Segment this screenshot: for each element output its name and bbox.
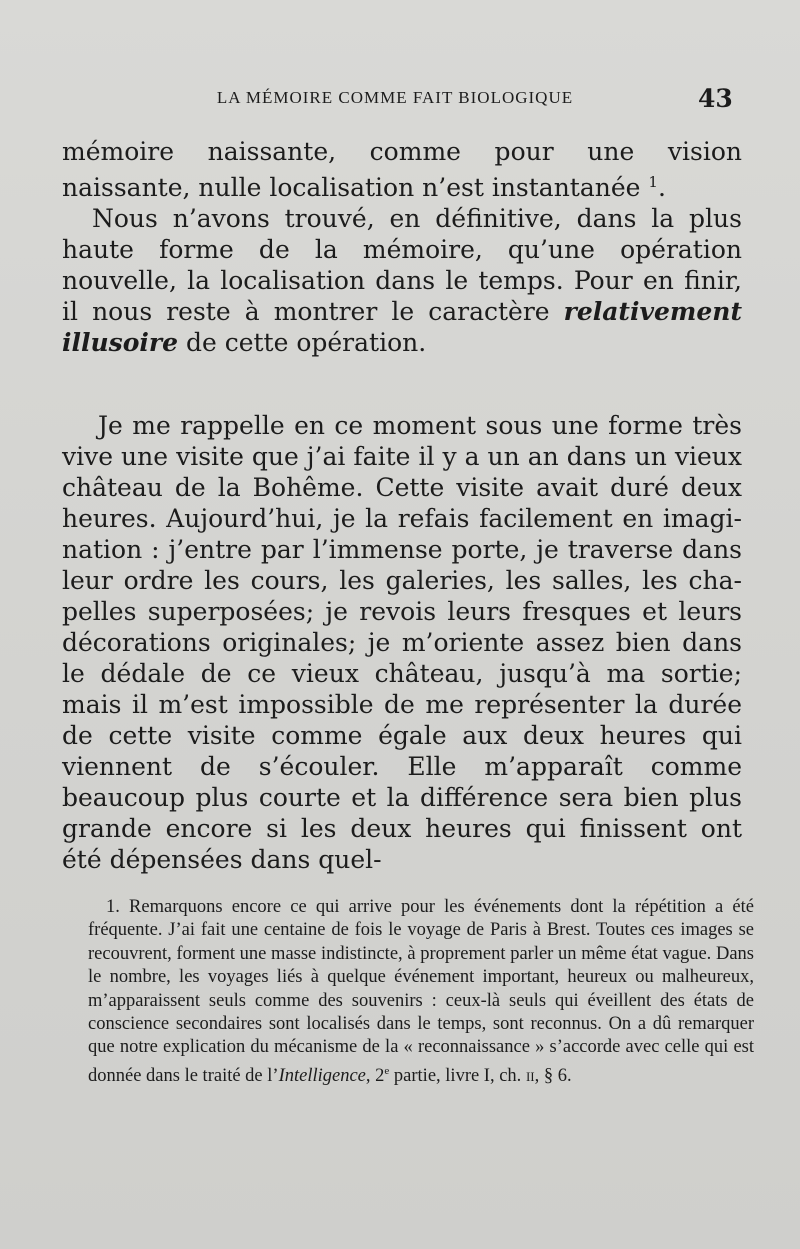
paragraph-text: Nous n’avons trouvé, en définitive, dans la plus haute forme de la mémoire, qu’une opération nouvelle, la localisation dans le temps. Pour en finir, il nous reste à montrer le caractère bbox=[62, 204, 742, 326]
footnote-reference[interactable]: 1 bbox=[648, 173, 658, 191]
running-head: LA MÉMOIRE COMME FAIT BIOLOGIQUE bbox=[216, 88, 574, 107]
emphasized-text: relativement illusoire bbox=[62, 297, 742, 357]
footnote-paragraph bbox=[88, 896, 754, 1088]
footnote-text-part: , 2 bbox=[365, 1065, 385, 1086]
footnote-text: Remarquons encore ce qui arrive pour les événements dont la répétition a été fréquente. J’ai fait une centaine de fois le voyage de Paris à Brest. Toutes ces images se recouvrent, forment une masse indistincte, à proprement parler un même état vague. Dans le nombre, les voyages liés à quelque événement important, heureux ou malheureux, m’apparaissent seuls comme des souvenirs : ceux-là seuls qui éveillent des états de conscience secondaires sont localisés dans le temps, sont reconnus. On a dû remarquer que notre explication du mécanisme de la « reconnaissance » s’accorde avec celle qui est donnée dans le traité de l’ bbox=[88, 897, 754, 1086]
chapter-numeral: ii bbox=[525, 1065, 535, 1086]
ordinal-superscript: e bbox=[384, 1064, 390, 1077]
footnote-text-part: partie, livre I, ch. bbox=[389, 1065, 526, 1086]
page-number: 43 bbox=[698, 84, 733, 113]
paragraph-conclusion bbox=[62, 203, 742, 358]
footnote-text-end: , § 6. bbox=[534, 1065, 572, 1086]
paragraph-text-end: . bbox=[657, 173, 666, 202]
main-text-bottom bbox=[62, 410, 742, 875]
paragraph-chateau: Je me rappelle en ce moment sous une forme très vive une visite que j’ai faite il y a un an dans un vieux château de la Bohême. Cette visite avait duré deux heures. Aujourd’hui, je la refais facilement en imagination : j’entre par l’immense porte, je traverse dans leur ordre les cours, les galeries, les salles, les chapelles superposées; je revois leurs fresques et leurs décorations originales; je m’oriente assez bien dans le dédale de ce vieux château, jusqu’à ma sortie; mais il m’est impossible de me représenter la durée de cette visite comme égale aux deux heures qui viennent de s’écouler. Elle m’apparaît comme beaucoup plus courte et la différence sera bien plus grande encore si les deux heures qui finissent ont été dépensées dans quel- bbox=[62, 411, 742, 874]
paragraph-continued bbox=[62, 136, 742, 203]
paragraph-text-end: de cette opération. bbox=[178, 328, 427, 357]
book-title: Intelligence bbox=[278, 1065, 366, 1086]
footnote bbox=[88, 896, 754, 1088]
paragraph-text: mémoire naissante, comme pour une vision naissante, nulle localisation n’est instantanée bbox=[62, 137, 742, 202]
main-text-top bbox=[62, 136, 742, 358]
footnote-marker: 1. bbox=[106, 897, 120, 917]
